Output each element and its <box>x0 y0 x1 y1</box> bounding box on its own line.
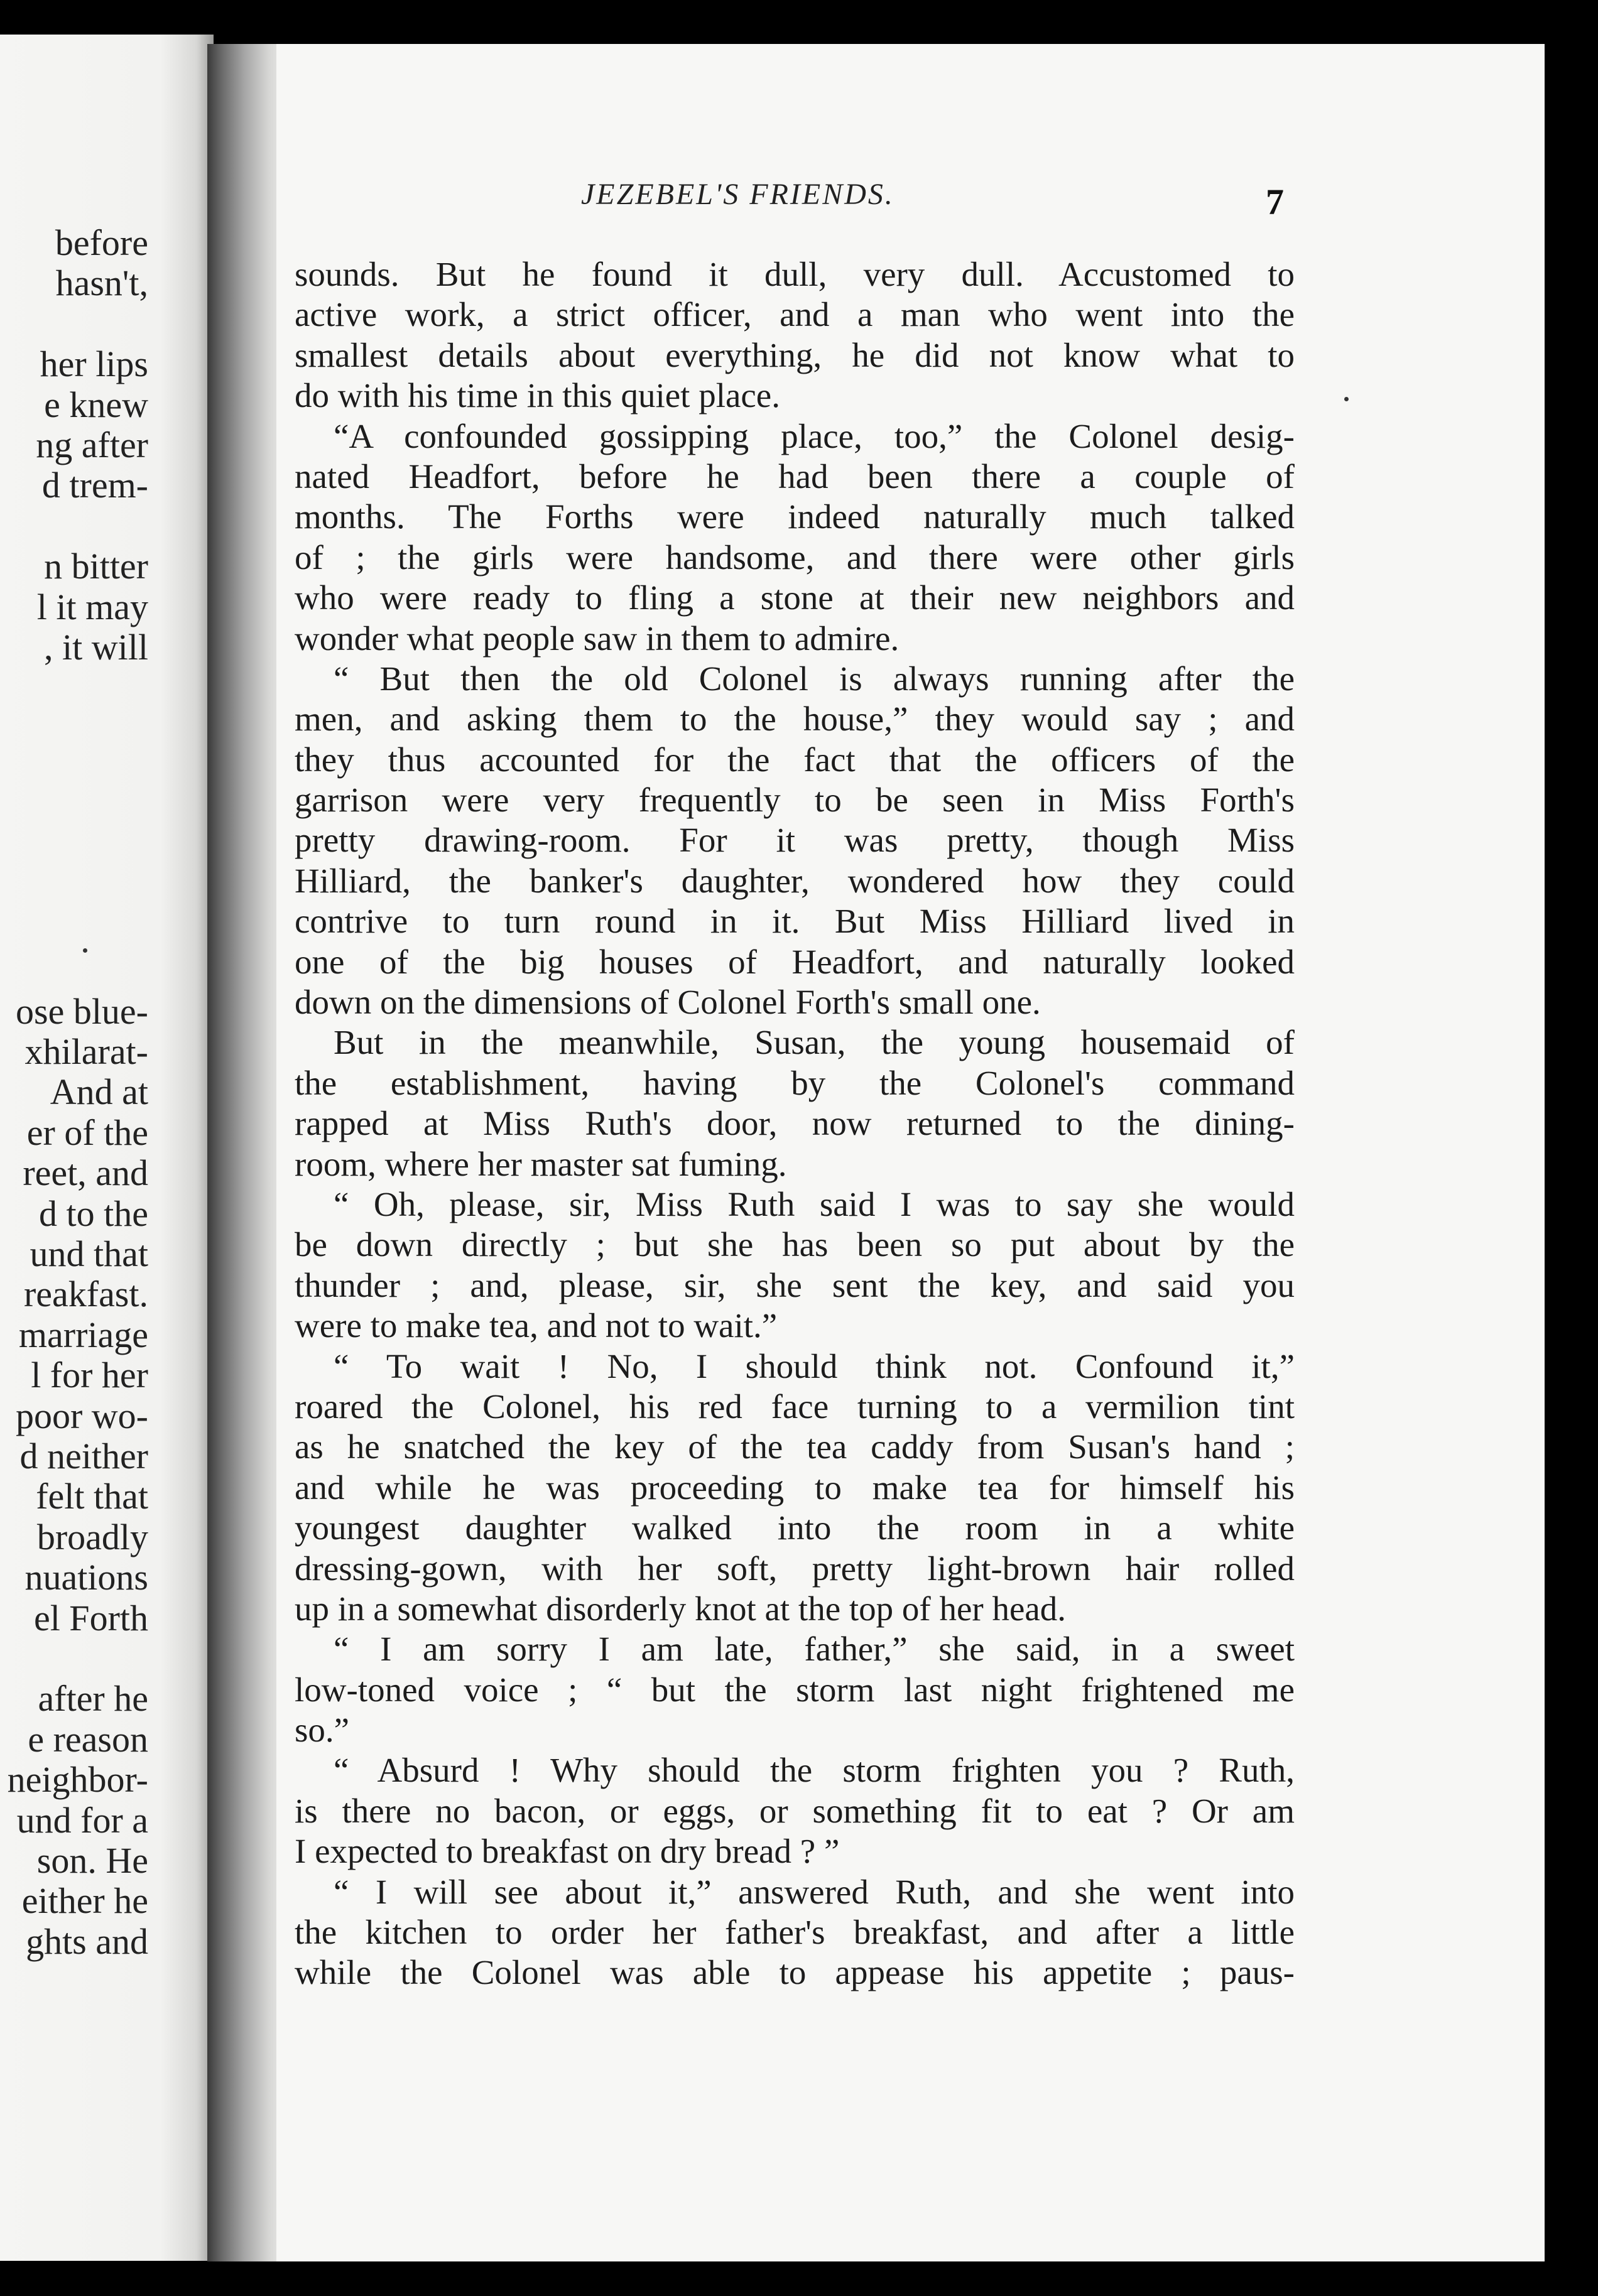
text-line: the kitchen to order her father's breakfast, and after a little <box>295 1913 1295 1952</box>
text-line: as he snatched the key of the tea caddy from Susan's hand ; <box>295 1427 1295 1466</box>
paragraph-start: “ Oh, please, sir, Miss Ruth said I was to say she would <box>334 1184 1295 1223</box>
text-line: who were ready to fling a stone at their new neighbors and <box>295 578 1295 617</box>
text-line: dressing-gown, with her soft, pretty light-brown hair rolled <box>295 1549 1295 1588</box>
text-line: be down directly ; but she has been so put about by the <box>295 1225 1295 1264</box>
scan-border-top <box>0 0 1598 47</box>
previous-page-line: reakfast. <box>23 1274 148 1315</box>
previous-page-line: l it may <box>36 586 148 627</box>
text-line: active work, a strict officer, and a man who went into the <box>295 295 1295 334</box>
previous-page-line: And at <box>50 1071 148 1113</box>
text-line: of ; the girls were handsome, and there were other girls <box>295 538 1295 577</box>
body-text <box>295 254 1295 1993</box>
text-line: pretty drawing-room. For it was pretty, though Miss <box>295 821 1295 860</box>
previous-page-line: d trem- <box>41 465 148 506</box>
text-line: sounds. But he found it dull, very dull. Accustomed to <box>295 255 1295 293</box>
text-line: so.” <box>295 1711 350 1750</box>
paragraph-start: “ I am sorry I am late, father,” she said, in a sweet <box>334 1630 1295 1669</box>
previous-page-line: nuations <box>24 1557 148 1598</box>
previous-page-line: after he <box>38 1678 148 1719</box>
previous-page-line: felt that <box>36 1476 148 1517</box>
running-head: JEZEBEL'S FRIENDS. <box>581 178 894 211</box>
paragraph-start: “ To wait ! No, I should think not. Confound it,” <box>334 1346 1295 1385</box>
text-line: one of the big houses of Headfort, and naturally looked <box>295 942 1295 981</box>
previous-page-line: poor wo- <box>15 1395 148 1436</box>
text-line: contrive to turn round in it. But Miss Hilliard lived in <box>295 902 1295 941</box>
text-line: garrison were very frequently to be seen in Miss Forth's <box>295 781 1295 820</box>
previous-page-line: l for her <box>31 1355 148 1396</box>
previous-page-line: ghts and <box>26 1920 148 1962</box>
text-line: rapped at Miss Ruth's door, now returned to the dining- <box>295 1104 1295 1143</box>
previous-page-line: n bitter <box>44 546 148 587</box>
previous-page-line: el Forth <box>33 1597 148 1638</box>
previous-page-line: marriage <box>18 1314 148 1355</box>
text-line: thunder ; and, please, sir, she sent the key, and said you <box>295 1265 1295 1304</box>
previous-page-line: er of the <box>26 1112 148 1153</box>
page-number: 7 <box>1266 181 1284 222</box>
previous-page-line: broadly <box>36 1516 148 1557</box>
text-line: smallest details about everything, he did not know what to <box>295 335 1295 374</box>
previous-page-line: before <box>55 222 148 263</box>
previous-page-line: e knew <box>44 384 148 425</box>
previous-page-line: ose blue- <box>16 990 148 1032</box>
paragraph-start: “ But then the old Colonel is always running after the <box>334 659 1295 698</box>
text-line: up in a somewhat disorderly knot at the top of her head. <box>295 1589 1067 1628</box>
previous-page-line: either he <box>21 1880 148 1922</box>
paragraph-start: But in the meanwhile, Susan, the young housemaid of <box>334 1023 1295 1062</box>
scan-border-bottom <box>0 2261 1598 2296</box>
previous-page-line: son. He <box>36 1840 148 1881</box>
text-line: were to make tea, and not to wait.” <box>295 1306 778 1345</box>
previous-page-line: hasn't, <box>55 263 148 304</box>
ink-speck <box>1344 397 1349 401</box>
text-line: men, and asking them to the house,” they would say ; and <box>295 700 1295 739</box>
text-line: nated Headfort, before he had been there a couple of <box>295 457 1295 495</box>
previous-page-line: e reason <box>28 1718 148 1760</box>
text-line: they thus accounted for the fact that the officers of the <box>295 740 1295 779</box>
text-line: and while he was proceeding to make tea for himself his <box>295 1468 1295 1507</box>
text-line: down on the dimensions of Colonel Forth's small one. <box>295 983 1041 1022</box>
previous-page-line: ng after <box>36 425 148 465</box>
previous-page-line: und that <box>30 1233 148 1274</box>
scan-border-right <box>1545 0 1598 2296</box>
previous-page-line: , it will <box>44 627 148 668</box>
ink-speck <box>83 948 87 953</box>
text-line: youngest daughter walked into the room in a white <box>295 1508 1295 1547</box>
previous-page-line: reet, and <box>23 1152 148 1194</box>
text-line: roared the Colonel, his red face turning to a vermilion tint <box>295 1387 1295 1426</box>
text-line: room, where her master sat fuming. <box>295 1144 787 1183</box>
text-line: I expected to breakfast on dry bread ? ” <box>295 1832 840 1871</box>
previous-page-line: d neither <box>19 1436 148 1476</box>
text-line: wonder what people saw in them to admire. <box>295 619 900 658</box>
text-line: do with his time in this quiet place. <box>295 376 780 415</box>
text-line: low-toned voice ; “ but the storm last night frightened me <box>295 1670 1295 1709</box>
text-line: is there no bacon, or eggs, or something fit to eat ? Or am <box>295 1791 1295 1830</box>
paragraph-start: “ Absurd ! Why should the storm frighten you ? Ruth, <box>334 1751 1295 1790</box>
previous-page-line: und for a <box>16 1799 148 1841</box>
previous-page-line: xhilarat- <box>24 1031 148 1072</box>
text-line: the establishment, having by the Colonel's command <box>295 1063 1295 1102</box>
previous-page-line: neighbor- <box>7 1759 148 1801</box>
text-line: while the Colonel was able to appease his appetite ; paus- <box>295 1953 1295 1992</box>
previous-page-fragment <box>0 35 214 2261</box>
previous-page-line: her lips <box>40 344 148 385</box>
previous-page-line: d to the <box>39 1193 148 1234</box>
text-line: Hilliard, the banker's daughter, wondered how they could <box>295 861 1295 900</box>
paragraph-start: “A confounded gossipping place, too,” the Colonel desig- <box>334 416 1295 455</box>
paragraph-start: “ I will see about it,” answered Ruth, and she went into <box>334 1872 1295 1911</box>
text-line: months. The Forths were indeed naturally much talked <box>295 497 1295 536</box>
